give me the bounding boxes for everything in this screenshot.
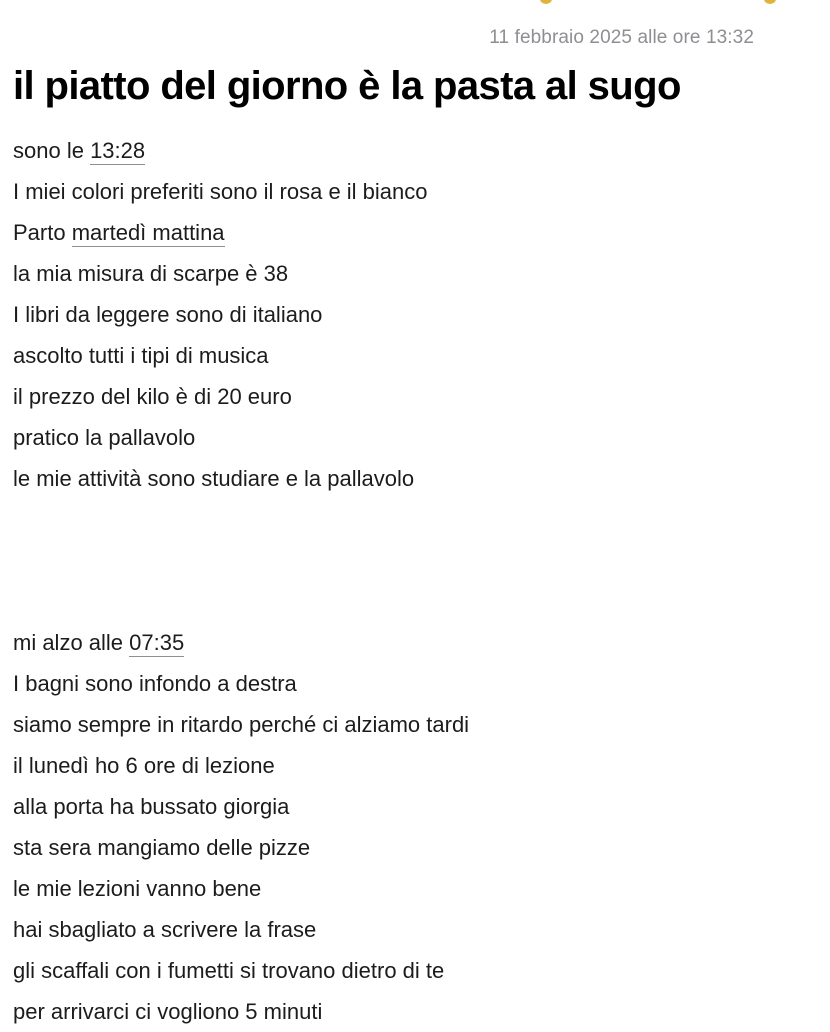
line-text: sta sera mangiamo delle pizze: [13, 835, 311, 860]
line-text: il prezzo del kilo è di 20 euro: [13, 384, 292, 409]
note-line[interactable]: [13, 622, 810, 663]
detected-time-link[interactable]: 13:28: [90, 138, 146, 163]
note-line[interactable]: [13, 663, 810, 704]
note-line[interactable]: [13, 950, 810, 991]
line-text: il lunedì ho 6 ore di lezione: [13, 753, 275, 778]
note-body[interactable]: [13, 130, 810, 1032]
line-text: per arrivarci ci vogliono 5 minuti: [13, 999, 323, 1024]
line-text: sono le: [13, 138, 91, 163]
note-line[interactable]: [13, 294, 810, 335]
note-line[interactable]: [13, 376, 810, 417]
line-text: le mie attività sono studiare e la pallavolo: [13, 466, 415, 491]
line-text: le mie lezioni vanno bene: [13, 876, 262, 901]
note-line[interactable]: [13, 827, 810, 868]
toolbar-dot-icon: [764, 0, 776, 4]
note-line[interactable]: [13, 868, 810, 909]
note-line[interactable]: [13, 171, 810, 212]
line-text: I libri da leggere sono di italiano: [13, 302, 323, 327]
toolbar-edge-decoration: [540, 0, 780, 6]
note-line[interactable]: [13, 253, 810, 294]
note-line[interactable]: [13, 212, 810, 253]
note-line[interactable]: [13, 704, 810, 745]
note-timestamp: 11 febbraio 2025 alle ore 13:32: [489, 27, 754, 48]
note-line[interactable]: [13, 458, 810, 499]
line-text: Parto: [13, 220, 72, 245]
line-text: gli scaffali con i fumetti si trovano dietro di te: [13, 958, 445, 983]
note-line[interactable]: [13, 991, 810, 1032]
note-line[interactable]: [13, 130, 810, 171]
note-blank-line[interactable]: [13, 581, 810, 622]
line-text: I miei colori preferiti sono il rosa e il bianco: [13, 179, 428, 204]
note-title[interactable]: il piatto del giorno è la pasta al sugo: [13, 64, 681, 108]
note-line[interactable]: [13, 745, 810, 786]
line-text: la mia misura di scarpe è 38: [13, 261, 289, 286]
line-text: siamo sempre in ritardo perché ci alziamo tardi: [13, 712, 470, 737]
line-text: alla porta ha bussato giorgia: [13, 794, 290, 819]
detected-date-link[interactable]: martedì mattina: [71, 220, 225, 245]
note-blank-line[interactable]: [13, 540, 810, 581]
note-line[interactable]: [13, 335, 810, 376]
detected-time-link[interactable]: 07:35: [129, 630, 185, 655]
line-text: I bagni sono infondo a destra: [13, 671, 297, 696]
line-text: pratico la pallavolo: [13, 425, 196, 450]
note-line[interactable]: [13, 786, 810, 827]
line-text: mi alzo alle: [13, 630, 130, 655]
note-line[interactable]: [13, 909, 810, 950]
note-blank-line[interactable]: [13, 499, 810, 540]
line-text: hai sbagliato a scrivere la frase: [13, 917, 317, 942]
toolbar-dot-icon: [540, 0, 552, 4]
line-text: ascolto tutti i tipi di musica: [13, 343, 269, 368]
note-line[interactable]: [13, 417, 810, 458]
